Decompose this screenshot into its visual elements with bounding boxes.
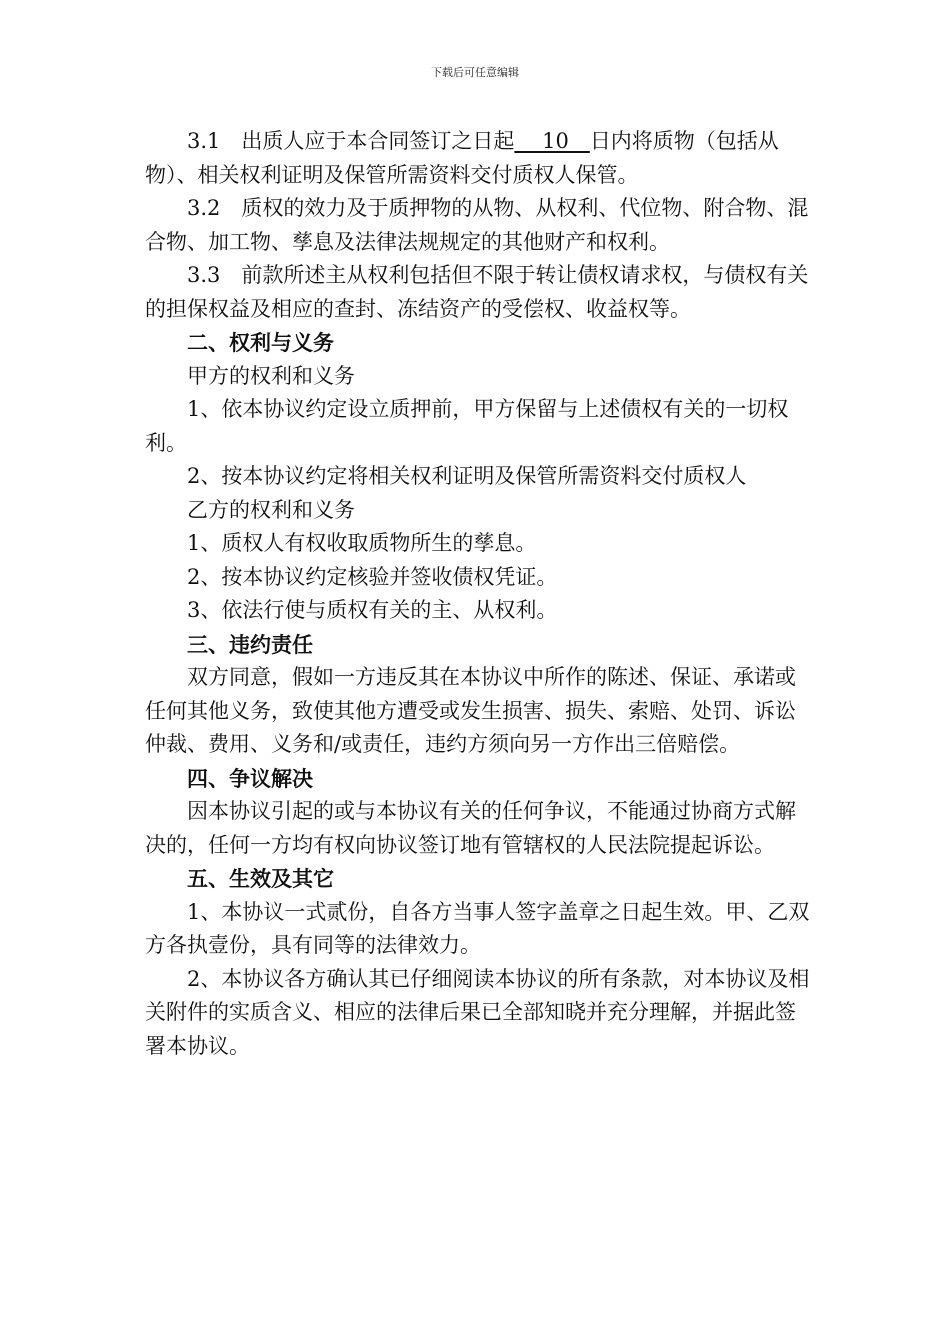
- party-a-item-2: 2、按本协议约定将相关权利证明及保管所需资料交付质权人: [187, 464, 747, 488]
- party-a-item-1: 1、依本协议约定设立质押前，甲方保留与上述债权有关的一切权利。: [145, 397, 789, 455]
- party-b-item-2: 2、按本协议约定核验并签收债权凭证。: [187, 564, 558, 589]
- days-blank: 10: [514, 129, 590, 153]
- section-4-text: 因本协议引起的或与本协议有关的任何争议，不能通过协商方式解决的，任何一方均有权向协议签订地有管辖权的人民法院提起诉讼。: [145, 799, 796, 857]
- section-5-title: 五、生效及其它: [187, 866, 334, 891]
- clause-3-1: [145, 125, 815, 192]
- section-5-text-2: 2、本协议各方确认其已仔细阅读本协议的所有条款，对本协议及相关附件的实质含义、相应的法律后果已全部知晓并充分理解，并据此签署本协议。: [145, 966, 810, 1058]
- section-4-title: 四、争议解决: [187, 765, 313, 791]
- section-5-text-1: 1、本协议一式贰份，自各方当事人签字盖章之日起生效。甲、乙双方各执壹份，具有同等的法律效力。: [145, 899, 810, 957]
- clause-3-1-text: 3.1 出质人应于本合同签订之日起: [187, 129, 515, 153]
- section-2-title: 二、权利与义务: [187, 330, 334, 355]
- section-3-title: 三、违约责任: [187, 631, 313, 657]
- clause-3-2: 3.2 质权的效力及于质押物的从物、从权利、代位物、附合物、混合物、加工物、孳息及法律法规规定的其他财产和权利。: [145, 196, 809, 254]
- party-a-title: 甲方的权利和义务: [187, 363, 355, 388]
- clause-3-1-text-end: 日内将质物（包括从物）、相关权利证明及保管所需资料交付质权人保管。: [145, 129, 779, 187]
- clause-3-3: 3.3 前款所述主从权利包括但不限于转让债权请求权，与债权有关的担保权益及相应的查封、冻结资产的受偿权、收益权等。: [145, 263, 809, 321]
- party-b-item-3: 3、依法行使与质权有关的主、从权利。: [187, 598, 558, 622]
- page-header: 下载后可任意编辑: [431, 66, 519, 79]
- document-body: [145, 125, 815, 1063]
- party-b-title: 乙方的权利和义务: [187, 497, 355, 522]
- party-b-item-1: 1、质权人有权收取质物所生的孳息。: [187, 531, 537, 555]
- section-3-text: 双方同意，假如一方违反其在本协议中所作的陈述、保证、承诺或任何其他义务，致使其他方遭受或发生损害、损失、索赔、处罚、诉讼仲裁、费用、义务和/或责任，违约方须向另一方作出三倍赔偿。: [145, 665, 796, 756]
